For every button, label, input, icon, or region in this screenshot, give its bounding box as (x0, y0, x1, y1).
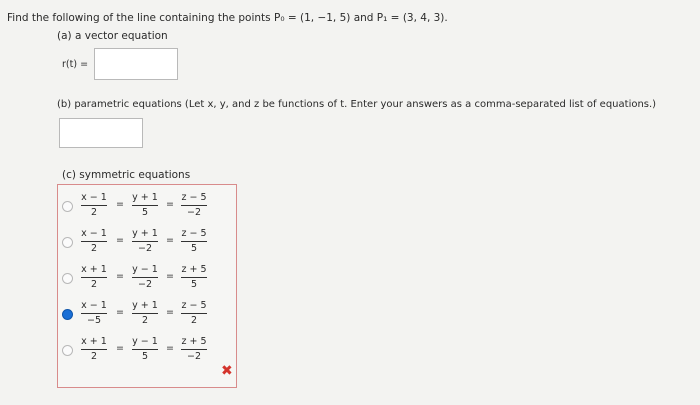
equals-sign: = (166, 199, 174, 210)
numerator: x + 1 (81, 264, 107, 275)
equals-sign: = (166, 343, 174, 354)
radio-button[interactable] (62, 237, 73, 248)
numerator: z + 5 (181, 336, 207, 347)
z-fraction (180, 191, 208, 219)
vector-equation-label: r(t) = (62, 59, 89, 70)
numerator: x + 1 (81, 336, 107, 347)
numerator: y − 1 (132, 336, 158, 347)
choice-option-3[interactable] (58, 261, 236, 297)
z-fraction (180, 263, 208, 291)
equals-sign: = (166, 307, 174, 318)
numerator: z − 5 (181, 300, 207, 311)
numerator: y + 1 (132, 192, 158, 203)
question-text: Find the following of the line containing the points P₀ = (1, −1, 5) and P₁ = (3, 4, 3). (7, 12, 448, 24)
y-fraction (131, 299, 159, 327)
vector-equation-input[interactable] (94, 48, 178, 80)
incorrect-x-icon: ✖ (221, 363, 233, 379)
numerator: x − 1 (81, 300, 107, 311)
radio-button[interactable] (62, 345, 73, 356)
equals-sign: = (116, 307, 124, 318)
z-fraction (180, 299, 208, 327)
numerator: z − 5 (181, 228, 207, 239)
x-fraction (80, 227, 108, 255)
part-c-label: (c) symmetric equations (62, 169, 191, 181)
x-fraction (80, 263, 108, 291)
y-fraction (131, 191, 159, 219)
parametric-equations-input[interactable] (59, 118, 143, 148)
denominator: 5 (141, 351, 149, 362)
equals-sign: = (116, 271, 124, 282)
equals-sign: = (166, 235, 174, 246)
part-a-label: (a) a vector equation (57, 30, 168, 42)
equals-sign: = (116, 199, 124, 210)
denominator: 2 (90, 243, 98, 254)
z-fraction (180, 227, 208, 255)
choice-option-5[interactable] (58, 333, 236, 369)
radio-button[interactable] (62, 201, 73, 212)
z-fraction (180, 335, 208, 363)
denominator: −2 (137, 243, 152, 254)
x-fraction (80, 191, 108, 219)
y-fraction (131, 263, 159, 291)
numerator: x − 1 (81, 228, 107, 239)
part-b-label: (b) parametric equations (Let x, y, and z be functions of t. Enter your answers as a comma-separated list of equations.) (57, 99, 657, 110)
equals-sign: = (166, 271, 174, 282)
denominator: 5 (190, 279, 198, 290)
denominator: 2 (90, 351, 98, 362)
numerator: y + 1 (132, 300, 158, 311)
denominator: −2 (186, 351, 201, 362)
numerator: x − 1 (81, 192, 107, 203)
numerator: z + 5 (181, 264, 207, 275)
x-fraction (80, 335, 108, 363)
x-fraction (80, 299, 108, 327)
numerator: z − 5 (181, 192, 207, 203)
equals-sign: = (116, 343, 124, 354)
y-fraction (131, 335, 159, 363)
choice-option-1[interactable] (58, 189, 236, 225)
denominator: 5 (141, 207, 149, 218)
equals-sign: = (116, 235, 124, 246)
denominator: 2 (141, 315, 149, 326)
symmetric-equations-choices (57, 184, 237, 388)
choice-option-2[interactable] (58, 225, 236, 261)
numerator: y + 1 (132, 228, 158, 239)
denominator: −2 (186, 207, 201, 218)
radio-button-selected[interactable] (62, 309, 73, 320)
numerator: y − 1 (132, 264, 158, 275)
choice-option-4[interactable] (58, 297, 236, 333)
denominator: 2 (90, 207, 98, 218)
denominator: 2 (190, 315, 198, 326)
denominator: 2 (90, 279, 98, 290)
denominator: −2 (137, 279, 152, 290)
radio-button[interactable] (62, 273, 73, 284)
denominator: −5 (86, 315, 101, 326)
y-fraction (131, 227, 159, 255)
denominator: 5 (190, 243, 198, 254)
